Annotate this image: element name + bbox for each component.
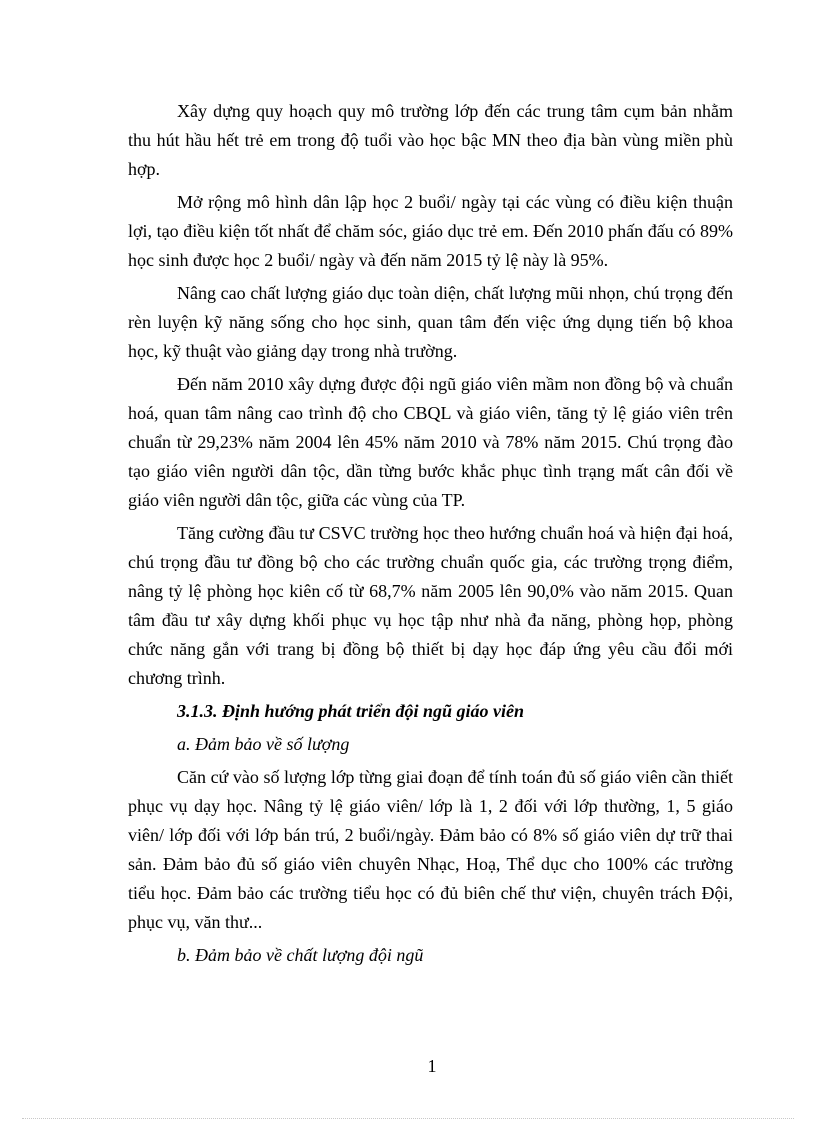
section-heading: 3.1.3. Định hướng phát triển đội ngũ giáo viên	[177, 701, 525, 721]
paragraph-teacher-standards: Đến năm 2010 xây dựng được đội ngũ giáo viên mầm non đồng bộ và chuẩn hoá, quan tâm nâng cao trình độ cho CBQL và giáo viên, tăng tỷ lệ giáo viên trên chuẩn từ 29,23% năm 2004 lên 45% năm 2010 và 78% năm 2015. Chú trọng đào tạo giáo viên người dân tộc, dần từng bước khắc phục tình trạng mất cân đối về giáo viên người dân tộc, giữa các vùng của TP.	[128, 374, 733, 510]
subheading-quality: b. Đảm bảo về chất lượng đội ngũ	[177, 945, 424, 965]
paragraph-facilities: Tăng cường đầu tư CSVC trường học theo hướng chuẩn hoá và hiện đại hoá, chú trọng đầu tư đồng bộ cho các trường chuẩn quốc gia, các trường trọng điểm, nâng tỷ lệ phòng học kiên cố từ 68,7% năm 2005 lên 90,0% vào năm 2015. Quan tâm đầu tư xây dựng khối phục vụ học tập như nhà đa năng, phòng họp, phòng chức năng gắn với trang bị đồng bộ thiết bị dạy học đáp ứng yêu cầu đổi mới chương trình.	[128, 523, 733, 688]
page-edge-divider	[22, 1118, 794, 1119]
page-number: 1	[427, 1056, 437, 1076]
subheading-quantity: a. Đảm bảo về số lượng	[177, 734, 350, 754]
document-body	[128, 97, 733, 974]
paragraph-education-quality: Nâng cao chất lượng giáo dục toàn diện, chất lượng mũi nhọn, chú trọng đến rèn luyện kỹ năng sống cho học sinh, quan tâm đến việc ứng dụng tiến bộ khoa học, kỹ thuật vào giảng dạy trong nhà trường.	[128, 283, 733, 361]
paragraph-quantity: Căn cứ vào số lượng lớp từng giai đoạn để tính toán đủ số giáo viên cần thiết phục vụ dạy học. Nâng tỷ lệ giáo viên/ lớp là 1, 2 đối với lớp thường, 1, 5 giáo viên/ lớp đối với lớp bán trú, 2 buổi/ngày. Đảm bảo có 8% số giáo viên dự trữ thai sản. Đảm bảo đủ số giáo viên chuyên Nhạc, Hoạ, Thể dục cho 100% các trường tiểu học. Đảm bảo các trường tiểu học có đủ biên chế thư viện, chuyên trách Đội, phục vụ, văn thư...	[128, 767, 733, 932]
paragraph-two-sessions: Mở rộng mô hình dân lập học 2 buổi/ ngày tại các vùng có điều kiện thuận lợi, tạo điều kiện tốt nhất để chăm sóc, giáo dục trẻ em. Đến 2010 phấn đấu có 89% học sinh được học 2 buổi/ ngày và đến năm 2015 tỷ lệ này là 95%.	[128, 192, 733, 270]
paragraph-school-planning: Xây dựng quy hoạch quy mô trường lớp đến các trung tâm cụm bản nhằm thu hút hầu hết trẻ em trong độ tuổi vào học bậc MN theo địa bàn vùng miền phù hợp.	[128, 101, 733, 179]
